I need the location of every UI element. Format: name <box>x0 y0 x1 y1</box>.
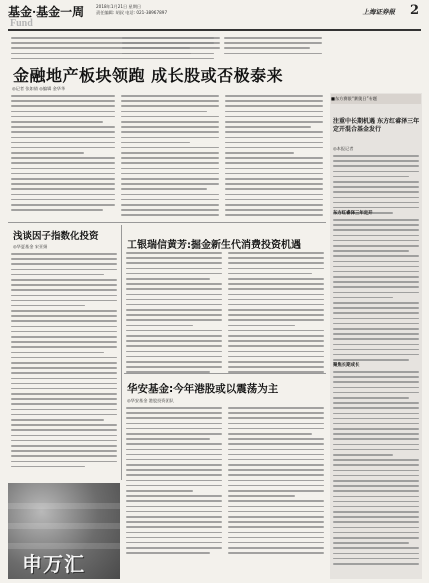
factor-index-text <box>11 253 117 471</box>
sidebar-subheading-1: 东方红睿泽三年定开 <box>333 211 373 216</box>
main-article-col-1 <box>11 95 115 214</box>
section-divider <box>8 222 326 223</box>
sidebar-byline: ◎本报记者 <box>333 146 354 151</box>
header-rule <box>8 29 421 31</box>
editor-info: 责任编辑: 胡叔 电话: 021-38967897 <box>96 10 168 15</box>
sidebar-text-2 <box>333 219 419 364</box>
article-byline-huaan: ◎华安基金 港股投资团队 <box>127 398 174 403</box>
main-article-col-3 <box>225 95 323 220</box>
sidebar-tag-label: ■东方赛银“赛奥日”专题 <box>331 96 377 101</box>
main-headline: 金融地产板块领跑 成长股或否极泰来 <box>13 66 284 85</box>
section-label: Fund <box>10 18 33 29</box>
sidebar-subheading-2: 聚焦长期成长 <box>333 363 360 368</box>
paper-name: 上海证券报 <box>362 8 395 16</box>
main-byline: ◎记者 张如倩 ◎编辑 金华华 <box>12 86 66 91</box>
icbc-text-col-1 <box>126 252 222 377</box>
sidebar-text-3 <box>333 371 419 568</box>
masthead: 基金·基金一周 <box>8 5 85 19</box>
huaan-text-col-1 <box>126 407 222 557</box>
article-title-factor-index: 浅谈因子指数化投资 <box>13 231 99 242</box>
sidebar-text-1 <box>333 155 419 217</box>
article-title-huaan: 华安基金:今年港股或以震荡为主 <box>127 383 279 395</box>
promo-photo-lettering: 申万汇 <box>22 552 85 576</box>
column-divider <box>121 225 122 480</box>
issue-meta <box>96 4 316 16</box>
intro-text-block-2 <box>122 37 220 58</box>
sidebar-tag <box>331 94 421 104</box>
main-article-col-2 <box>121 95 219 220</box>
section-divider-2 <box>124 373 326 374</box>
page-number: 2 <box>409 3 419 18</box>
sidebar-title: 注重中长期机遇 东方红睿泽三年定开混合基金发行 <box>333 118 420 133</box>
huaan-text-col-2 <box>228 407 324 557</box>
icbc-text-col-2 <box>228 252 324 377</box>
issue-date: 2018年1月21日 星期日 <box>96 4 142 9</box>
article-title-icbc-credit: 工银瑞信黄芳:掘金新生代消费投资机遇 <box>127 240 301 251</box>
article-byline-factor-index: ◎华夏基金 宋亚娟 <box>13 244 48 249</box>
intro-text-block-3 <box>224 37 322 58</box>
